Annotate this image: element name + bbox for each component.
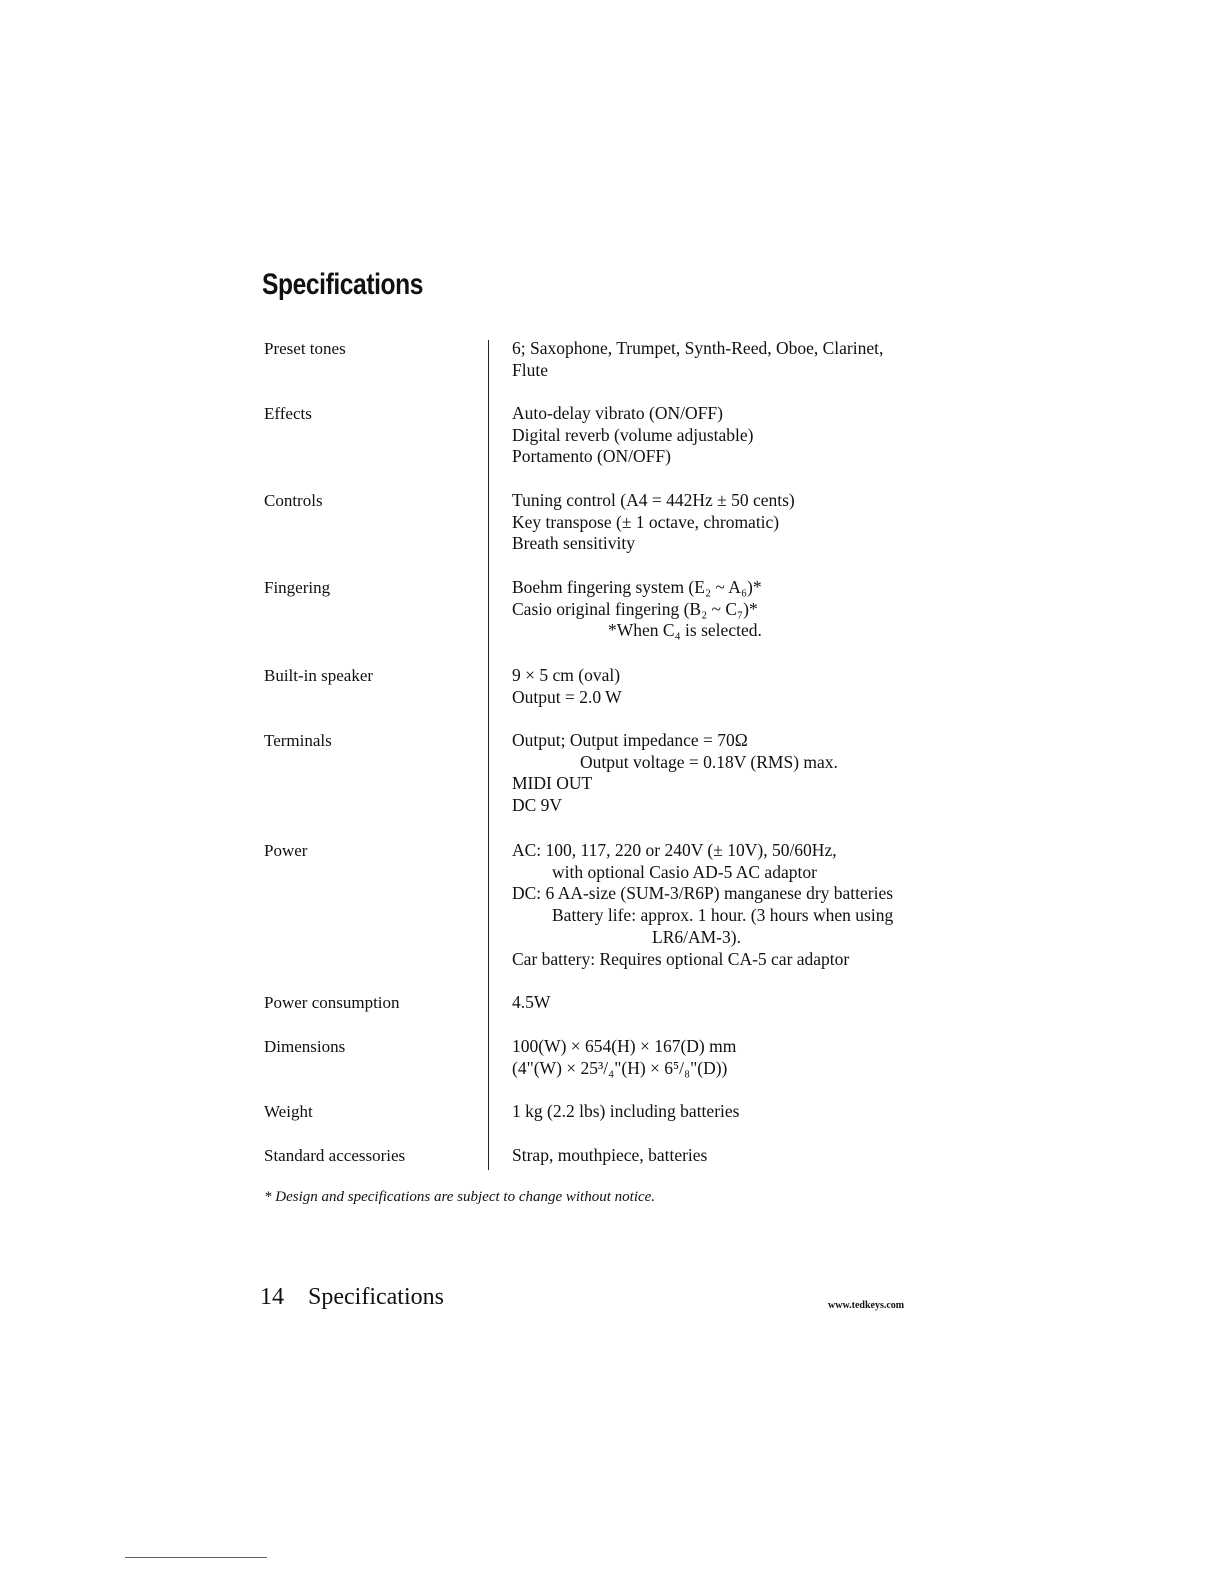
spec-line: DC 9V <box>512 795 563 816</box>
spec-line: Strap, mouthpiece, batteries <box>512 1145 708 1165</box>
spec-value-standard-accessories <box>512 1145 707 1167</box>
spec-value-fingering <box>512 577 762 642</box>
spec-value-controls <box>512 490 795 555</box>
spec-line: DC: 6 AA-size (SUM-3/R6P) manganese dry batteries <box>512 883 894 904</box>
spec-label-built-in-speaker: Built-in speaker <box>264 666 374 685</box>
spec-line: Key transpose (± 1 octave, chromatic) <box>512 511 780 532</box>
spec-label-fingering: Fingering <box>264 578 331 597</box>
spec-line: Car battery: Requires optional CA-5 car adaptor <box>512 948 850 969</box>
spec-value-power <box>512 840 893 970</box>
spec-line: Breath sensitivity <box>512 533 635 554</box>
bottom-rule <box>125 1557 267 1558</box>
spec-label-effects: Effects <box>264 404 312 423</box>
spec-line: (4"(W) × 25³/₄"(H) × 6⁵/₈"(D)) <box>512 1057 728 1078</box>
spec-line: Boehm fingering system (E₂ ~ A₆)* <box>512 577 762 597</box>
spec-line: 1 kg (2.2 lbs) including batteries <box>512 1101 740 1121</box>
spec-label-controls: Controls <box>264 491 323 510</box>
spec-line: AC: 100, 117, 220 or 240V (± 10V), 50/60Hz, <box>512 840 837 860</box>
spec-line: Battery life: approx. 1 hour. (3 hours when using <box>552 905 894 926</box>
spec-line: Auto-delay vibrato (ON/OFF) <box>512 403 723 423</box>
spec-line: 9 × 5 cm (oval) <box>512 665 621 685</box>
column-divider <box>488 340 489 1170</box>
spec-line: with optional Casio AD-5 AC adaptor <box>552 861 817 882</box>
spec-line: 6; Saxophone, Trumpet, Synth-Reed, Oboe, Clarinet, <box>512 338 884 358</box>
spec-label-weight: Weight <box>264 1102 313 1121</box>
spec-line: Flute <box>512 359 548 380</box>
spec-label-dimensions: Dimensions <box>264 1037 346 1056</box>
spec-label-terminals: Terminals <box>264 731 332 750</box>
website-url: www.tedkeys.com <box>828 1300 905 1311</box>
page-title: Specifications <box>262 268 424 301</box>
spec-line: Output; Output impedance = 70Ω <box>512 730 748 750</box>
spec-value-terminals <box>512 730 838 817</box>
spec-line: MIDI OUT <box>512 773 593 794</box>
spec-line: 100(W) × 654(H) × 167(D) mm <box>512 1036 737 1056</box>
spec-line: Digital reverb (volume adjustable) <box>512 424 754 445</box>
spec-line: *When C₄ is selected. <box>608 620 762 641</box>
spec-label-power-consumption: Power consumption <box>264 993 400 1012</box>
spec-line: 4.5W <box>512 992 551 1012</box>
spec-line: Portamento (ON/OFF) <box>512 446 671 467</box>
spec-value-effects <box>512 403 754 468</box>
spec-value-built-in-speaker <box>512 665 622 708</box>
footer-section-title: Specifications <box>308 1284 444 1310</box>
spec-line: LR6/AM-3). <box>652 926 741 947</box>
spec-value-dimensions <box>512 1036 736 1079</box>
footnote: * Design and specifications are subject to change without notice. <box>264 1189 656 1205</box>
page-number: 14 <box>260 1284 284 1310</box>
spec-label-standard-accessories: Standard accessories <box>264 1146 406 1165</box>
spec-value-weight <box>512 1101 739 1123</box>
spec-line: Casio original fingering (B₂ ~ C₇)* <box>512 598 758 619</box>
spec-line: Output = 2.0 W <box>512 686 622 707</box>
spec-value-power-consumption <box>512 992 550 1014</box>
spec-label-power: Power <box>264 841 308 860</box>
spec-line: Tuning control (A4 = 442Hz ± 50 cents) <box>512 490 795 510</box>
spec-value-preset-tones <box>512 338 883 381</box>
spec-label-preset-tones: Preset tones <box>264 339 346 358</box>
spec-line: Output voltage = 0.18V (RMS) max. <box>580 751 838 772</box>
